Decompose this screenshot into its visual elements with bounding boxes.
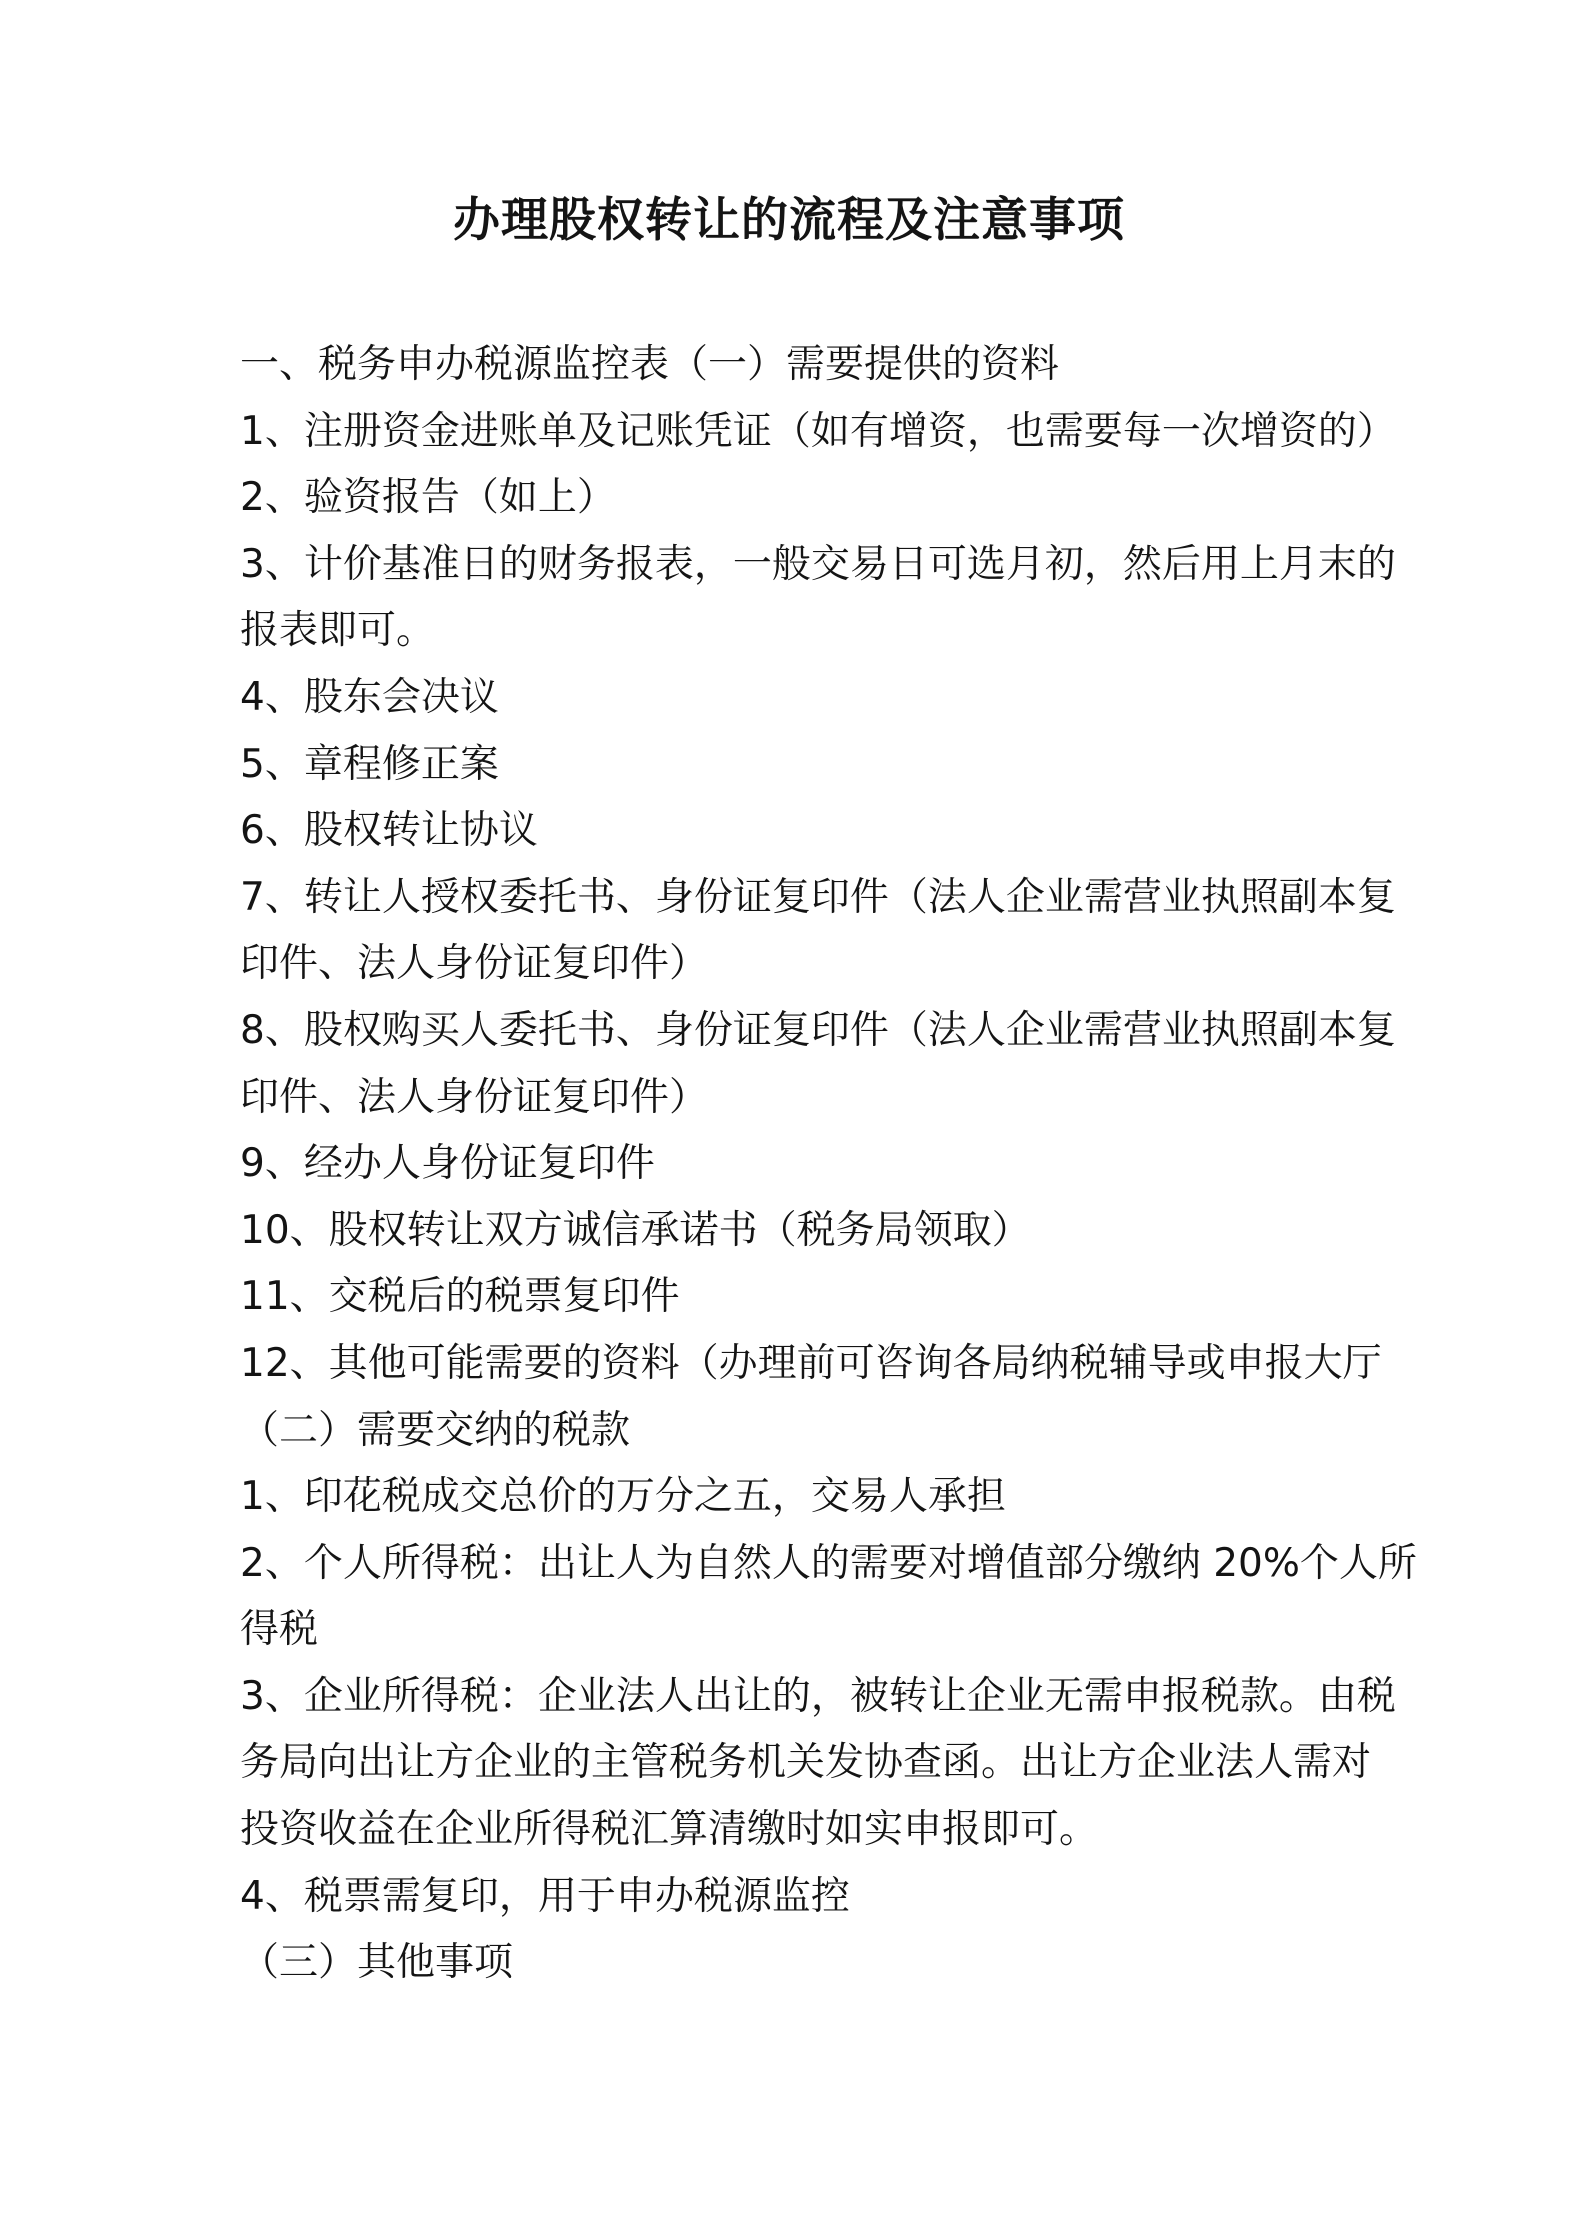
- list-item: 4、股东会决议: [240, 674, 499, 720]
- list-item-continuation: 务局向出让方企业的主管税务机关发协查函。出让方企业法人需对: [240, 1740, 1372, 1786]
- list-item: 6、股权转让协议: [240, 808, 538, 854]
- section-heading-tax-filing: 一、税务申办税源监控表（一）需要提供的资料: [240, 342, 1060, 387]
- list-item: 2、个人所得税：出让人为自然人的需要对增值部分缴纳 20%个人所: [240, 1540, 1417, 1586]
- list-item: 8、股权购买人委托书、身份证复印件（法人企业需营业执照副本复: [240, 1007, 1396, 1053]
- document-title: 办理股权转让的流程及注意事项: [453, 193, 1125, 248]
- list-item: 4、税票需复印，用于申办税源监控: [240, 1873, 850, 1919]
- list-item: 12、其他可能需要的资料（办理前可咨询各局纳税辅导或申报大厅: [240, 1340, 1382, 1386]
- list-item: 3、计价基准日的财务报表，一般交易日可选月初，然后用上月末的: [240, 541, 1396, 587]
- list-item: 11、交税后的税票复印件: [240, 1274, 680, 1320]
- list-item: 5、章程修正案: [240, 741, 499, 787]
- list-item-continuation: 投资收益在企业所得税汇算清缴时如实申报即可。: [240, 1807, 1099, 1853]
- list-item-continuation: 得税: [240, 1607, 319, 1653]
- list-item: 1、注册资金进账单及记账凭证（如有增资，也需要每一次增资的）: [240, 408, 1396, 454]
- list-item: 9、经办人身份证复印件: [240, 1141, 655, 1187]
- list-item: 2、验资报告（如上）: [240, 475, 616, 521]
- list-item-continuation: 印件、法人身份证复印件）: [240, 941, 709, 987]
- list-item: 7、转让人授权委托书、身份证复印件（法人企业需营业执照副本复: [240, 874, 1396, 920]
- list-item-continuation: 印件、法人身份证复印件）: [240, 1074, 709, 1120]
- document-body: [240, 332, 1417, 1997]
- list-item-continuation: 报表即可。: [240, 608, 436, 654]
- section-heading-other: （三）其他事项: [240, 1940, 514, 1986]
- list-item: 1、印花税成交总价的万分之五，交易人承担: [240, 1474, 1006, 1520]
- section-heading-taxes: （二）需要交纳的税款: [240, 1407, 631, 1453]
- list-item: 3、企业所得税：企业法人出让的，被转让企业无需申报税款。由税: [240, 1673, 1396, 1719]
- list-item: 10、股权转让双方诚信承诺书（税务局领取）: [240, 1207, 1031, 1253]
